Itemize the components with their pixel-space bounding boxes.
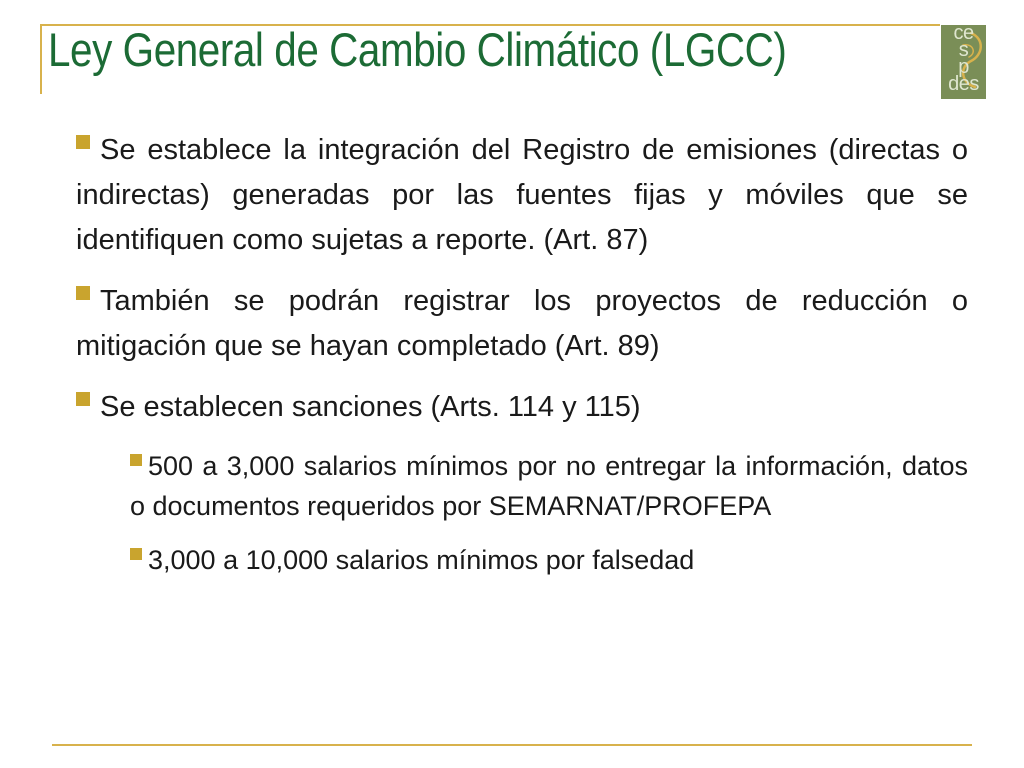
bullet-item [76, 128, 968, 263]
logo-line: ce [953, 25, 974, 44]
logo-text [941, 25, 986, 93]
slide-title: Ley General de Cambio Climático (LGCC) [48, 23, 787, 76]
bullet-text: Se establece la integración del Registro de emisiones (directas o indirectas) generadas por las fuentes fijas y móviles que se identifiquen como sujetas a reporte. (Art. 87) [76, 134, 968, 256]
logo-line: des [948, 73, 979, 95]
slide-body [76, 128, 968, 594]
footer-rule [52, 744, 972, 746]
bullet-text: Se establecen sanciones (Arts. 114 y 115) [100, 391, 641, 423]
sub-bullet-item [130, 446, 968, 526]
logo-line: s [958, 39, 969, 61]
bullet-text: También se podrán registrar los proyectos de reducción o mitigación que se hayan completado (Art. 89) [76, 285, 968, 362]
bullet-item [76, 279, 968, 369]
square-bullet-icon [130, 548, 142, 560]
sub-bullet-text: 500 a 3,000 salarios mínimos por no entregar la información, datos o documentos requeridos por SEMARNAT/PROFEPA [130, 451, 968, 521]
sub-bullet-text: 3,000 a 10,000 salarios mínimos por falsedad [148, 545, 695, 575]
sub-bullet-item [130, 540, 968, 580]
bullet-item [76, 385, 968, 430]
cespedes-logo [941, 25, 986, 99]
square-bullet-icon [76, 392, 90, 406]
square-bullet-icon [76, 135, 90, 149]
logo-line: p [958, 56, 969, 78]
title-frame-left-rule [40, 24, 42, 94]
square-bullet-icon [130, 454, 142, 466]
square-bullet-icon [76, 286, 90, 300]
